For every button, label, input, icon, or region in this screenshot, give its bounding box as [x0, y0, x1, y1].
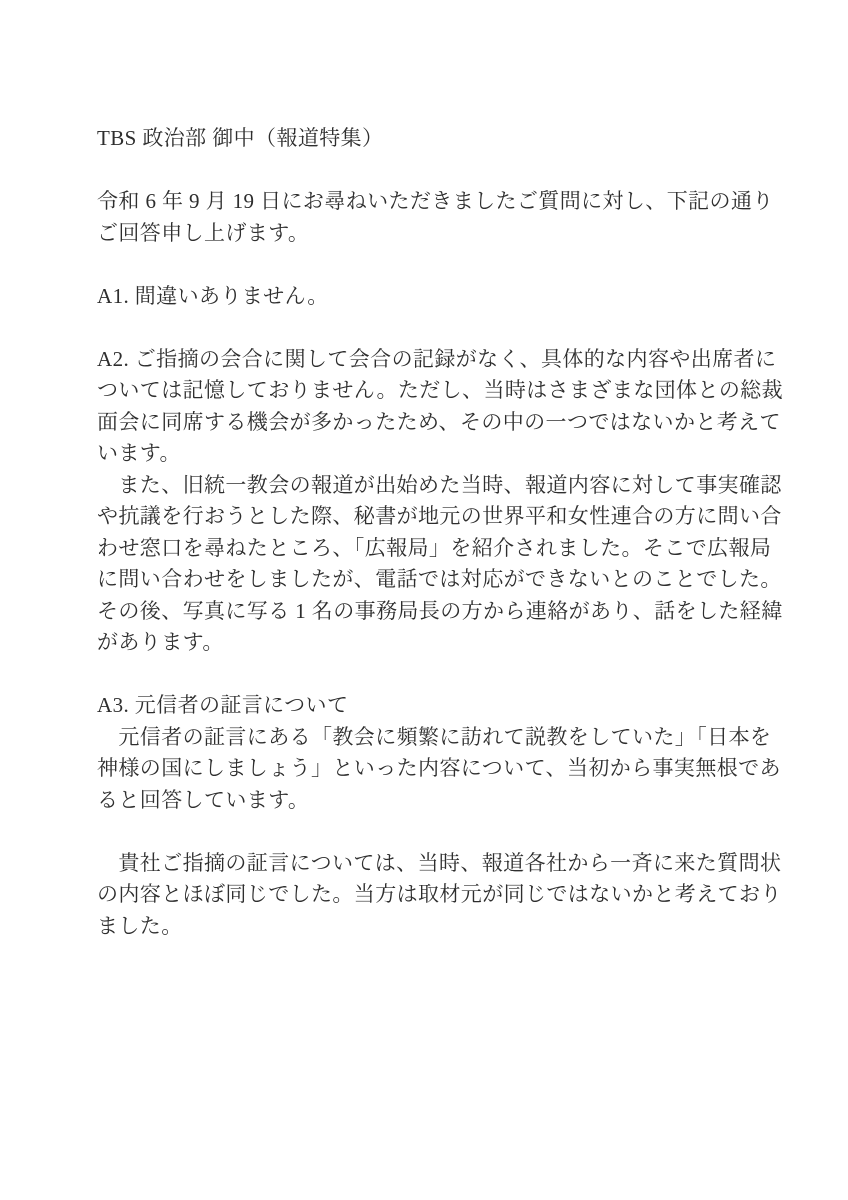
text-line: ました。	[97, 913, 183, 938]
intro-paragraph	[97, 186, 774, 249]
text-line: ついては記憶しておりません。ただし、当時はさまざまな団体との総裁	[97, 378, 784, 402]
answer-a2-paragraph	[97, 344, 784, 659]
text-line: ご回答申し上げます。	[97, 220, 310, 245]
answer-a1-paragraph	[97, 281, 757, 313]
text-line: に問い合わせをしましたが、電話では対応ができないとのことでした。	[97, 567, 782, 591]
text-line: います。	[97, 441, 181, 465]
text-line: や抗議を行おうとした際、秘書が地元の世界平和女性連合の方に問い合	[97, 504, 782, 528]
text-line: 貴社ご指摘の証言については、当時、報道各社から一斉に来た質問状	[97, 850, 782, 875]
text-line: があります。	[97, 630, 224, 654]
recipient-line: TBS 政治部 御中（報道特集）	[97, 126, 384, 150]
text-line: A1. 間違いありません。	[97, 283, 329, 308]
text-line: また、旧統一教会の報道が出始めた当時、報道内容に対して事実確認	[97, 472, 782, 497]
text-line: 令和 6 年 9 月 19 日にお尋ねいただきましたご質問に対し、下記の通り	[97, 189, 774, 213]
text-line: その後、写真に写る 1 名の事務局長の方から連絡があり、話をした経緯	[97, 598, 783, 623]
text-line: の内容とほぼ同じでした。当方は取材元が同じではないかと考えており	[97, 882, 782, 906]
letter-body	[97, 123, 784, 942]
text-line: ると回答しています。	[97, 787, 310, 812]
text-line: わせ窓口を尋ねたところ、「広報局」を紹介されました。そこで広報局	[97, 535, 772, 560]
text-line: 面会に同席する機会が多かったため、その中の一つではないかと考えて	[97, 409, 781, 434]
text-line: A3. 元信者の証言について	[97, 693, 349, 717]
text-line: 元信者の証言にある「教会に頻繁に訪れて説教をしていた」「日本を	[97, 724, 772, 749]
closing-paragraph	[97, 848, 782, 943]
recipient-paragraph	[97, 123, 757, 155]
text-line: 神様の国にしましょう」といった内容について、当初から事実無根であ	[97, 756, 781, 780]
answer-a3-paragraph	[97, 690, 781, 816]
text-line: A2. ご指摘の会合に関して会合の記録がなく、具体的な内容や出席者に	[97, 346, 777, 371]
